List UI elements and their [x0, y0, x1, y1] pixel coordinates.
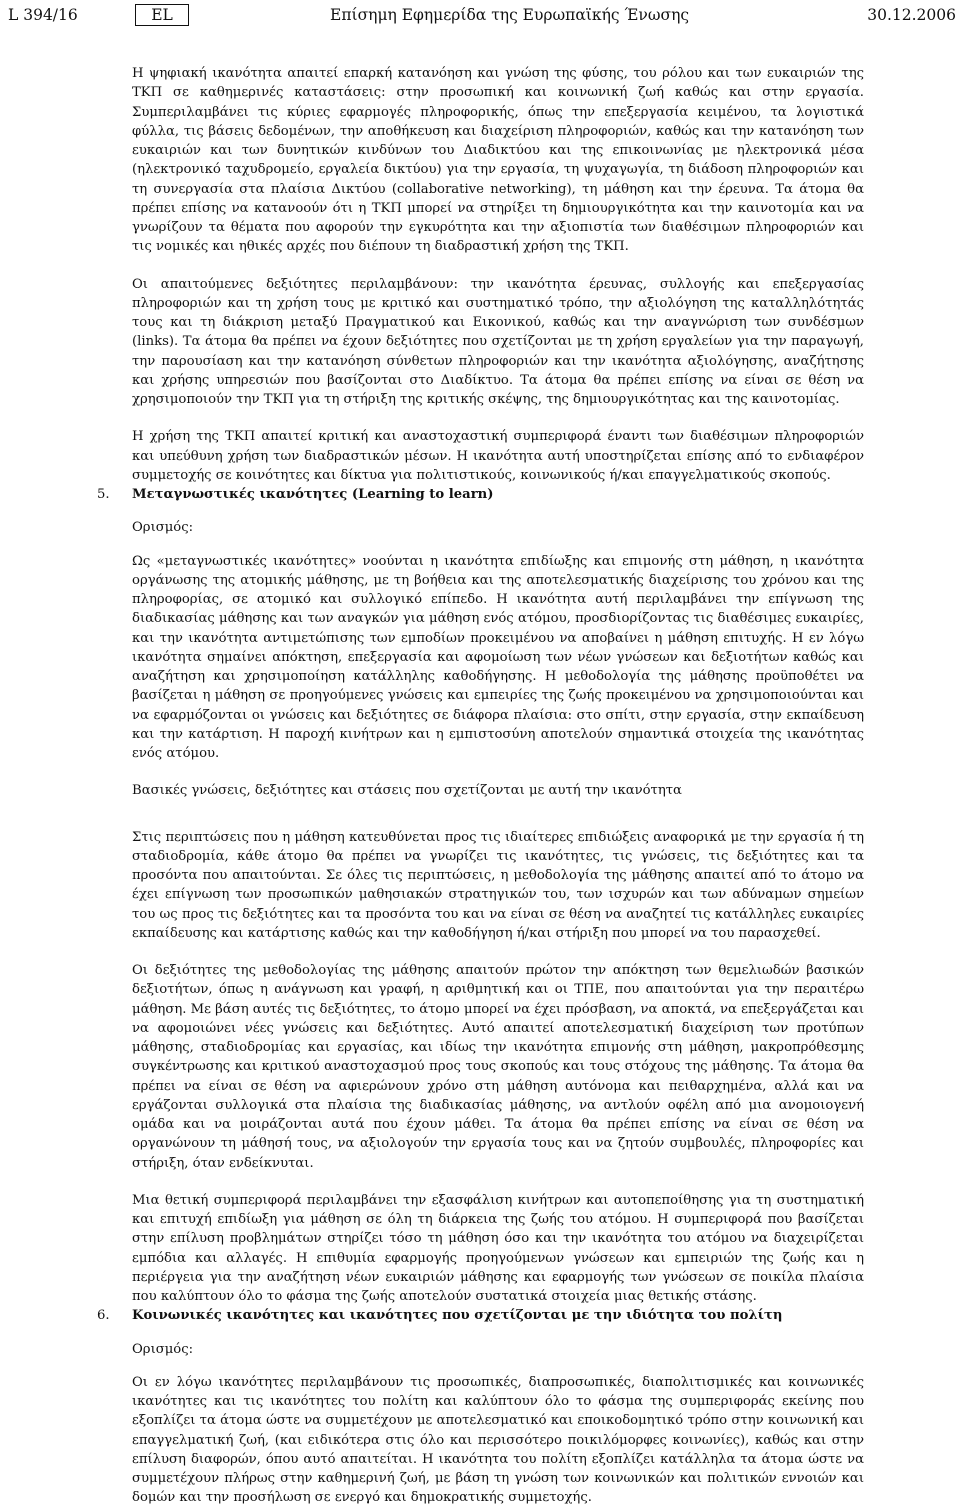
section-number: 6. — [97, 1308, 110, 1324]
publication-date: 30.12.2006 — [867, 6, 956, 24]
section-number: 5. — [97, 487, 110, 502]
document-body — [97, 64, 864, 1508]
section-title: Κοινωνικές ικανότητες και ικανότητες που σχετίζονται με την ιδιότητα του πολίτη — [132, 1308, 783, 1324]
definition-label: Ορισμός: — [132, 520, 194, 536]
paragraph-learning-goals: Στις περιπτώσεις που η μάθηση κατευθύνεται προς τις ιδιαίτερες επιδιώξεις αναφορικά με την εργασία ή τη σταδιοδρομία, κάθε άτομο θα πρέπει να γνωρίζει τις ικανότητες, τις γνώσεις, τις δεξιότητες και τα προσόντα που απαιτούνται. Σε όλες τις περιπτώσεις, η μεθοδολογία της μάθησης απαιτεί από το άτομο να έχει επίγνωση των προσωπικών μαθησιακών στρατηγικών του, των ισχυρών και των αδύναμων σημείων του ως προς τις δεξιότητες και τα προσόντα του και να είναι σε θέση να αναζητεί τις κατάλληλες ευκαιρίες εκπαίδευσης και κατάρτισης καθώς και την καθοδήγηση ή/και στήριξη που μπορεί να του παρασχεθεί. — [132, 829, 864, 941]
definition-text: Οι εν λόγω ικανότητες περιλαμβάνουν τις προσωπικές, διαπροσωπικές, διαπολιτισμικές και κοινωνικές ικανότητες και τις ικανότητες του πολίτη και καλύπτουν όλο το φάσμα της συμπεριφοράς εκείνης που εξοπλίζει τα άτομα ώστε να συμμετέχουν με αποτελεσματικό και εποικοδομητικό τρόπο στην κοινωνική και επαγγελματική ζωή, (και ειδικότερα στις όλο και περισσότερο ποικιλόμορφες κοινωνίες), καθώς και στην επίλυση διαφορών, όπου αυτό απαιτείται. Η ικανότητα του πολίτη εξοπλίζει κατάλληλα τα άτομα ώστε να συμμετέχουν πλήρως στην καθημερινή ζωή, με βάση τη γνώση των κοινωνικών και πολιτικών εννοιών και δομών και την προσήλωση σε ενεργό και δημοκρατικής συμμετοχής. — [132, 1374, 864, 1506]
definition-label: Ορισμός: — [132, 1341, 194, 1357]
section-5-heading — [97, 485, 864, 504]
paragraph-digital-competence: Η ψηφιακή ικανότητα απαιτεί επαρκή κατανόηση και γνώση της φύσης, του ρόλου και των ευκαιριών της ΤΚΠ σε καθημερινές καταστάσεις: στην προσωπική και κοινωνική ζωή καθώς και στην εργασία. Συμπεριλαμβάνει τις κύριες εφαρμογές πληροφορικής, όπως την επεξεργασία κειμένου, τα λογιστικά φύλλα, τις βάσεις δεδομένων, την αποθήκευση και διαχείριση πληροφοριών, καθώς και την κατανόηση των ευκαιριών και των δυνητικών κινδύνων του Διαδικτύου και της επικοινωνίας με ηλεκτρονικά μέσα (ηλεκτρονικό ταχυδρομείο, εργαλεία δικτύου) για την εργασία, τη ψυχαγωγία, τη διάδοση πληροφοριών και τη συνεργασία στα πλαίσια Δικτύου (collaborative networking), τη μάθηση και την έρευνα. Τα άτομα θα πρέπει επίσης να κατανοούν ότι η ΤΚΠ μπορεί να στηρίξει τη δημιουργικότητα και την καινοτομία και να γνωρίζουν τα θέματα που αφορούν την εγκυρότητα και την αξιοπιστία των διαθέσιμων πληροφοριών και τις νομικές και ηθικές αρχές που διέπουν τη διαδραστική χρήση της ΤΚΠ. — [132, 66, 864, 255]
page-reference: L 394/16 — [8, 6, 78, 24]
paragraph-required-skills: Οι απαιτούμενες δεξιότητες περιλαμβάνουν: την ικανότητα έρευνας, συλλογής και επεξεργασίας πληροφοριών και τη χρήση τους με κριτικό και συστηματικό τρόπο, την αξιολόγηση της καταλληλότητάς τους και τη διάκριση μεταξύ Πραγματικού και Εικονικού, καθώς και την αναγνώριση των συνδέσμων (links). Τα άτομα θα πρέπει να έχουν δεξιότητες που σχετίζονται με τη χρήση εργαλείων για την παραγωγή, την παρουσίαση και την κατανόηση σύνθετων πληροφοριών και την ικανότητα αξιολόγησης, αναζήτησης και χρήσης υπηρεσιών που βασίζονται στο Διαδίκτυο. Τα άτομα θα πρέπει επίσης να είναι σε θέση να χρησιμοποιούν την ΤΚΠ για τη στήριξη της κριτικής σκέψης, της δημιουργικότητας και της καινοτομίας. — [132, 276, 864, 407]
journal-title: Επίσημη Εφημερίδα της Ευρωπαϊκής Ένωσης — [330, 6, 690, 24]
section-6-heading — [97, 1306, 864, 1325]
paragraph-learning-skills: Οι δεξιότητες της μεθοδολογίας της μάθησης απαιτούν πρώτον την απόκτηση των θεμελιωδών βασικών δεξιοτήτων, όπως η ανάγνωση και γραφή, η αριθμητική και οι ΤΠΕ, που απαιτούνται για την περαιτέρω μάθηση. Με βάση αυτές τις δεξιότητες, το άτομο μπορεί να έχει πρόσβαση, να αποκτά, να επεξεργάζεται και να αφομοιώνει νέες γνώσεις και δεξιότητες. Αυτό απαιτεί αποτελεσματική διαχείριση των προτύπων μάθησης, σταδιοδρομίας και εργασίας, και ιδίως την ικανότητα επιμονής στη μάθηση, μακροπρόθεσμης συγκέντρωσης και κριτικού αναστοχασμού προς τους σκοπούς και τους στόχους της μάθησης. Τα άτομα θα πρέπει να είναι σε θέση να αφιερώνουν χρόνο στη μάθηση αυτόνομα και πειθαρχημένα, αλλά και να εργάζονται συλλογικά στα πλαίσια της διαδικασίας μάθησης, να αντλούν οφέλη από μια ανομοιογενή ομάδα και να μοιράζονται αυτά που έχουν μάθει. Τα άτομα θα πρέπει επίσης να είναι σε θέση να οργανώνουν τη μάθησή τους, να αξιολογούν την εργασία τους και να ζητούν συμβουλές, πληροφορίες και στήριξη, όταν ενδείκνυται. — [132, 963, 864, 1171]
paragraph-ict-use: Η χρήση της ΤΚΠ απαιτεί κριτική και αναστοχαστική συμπεριφορά έναντι των διαθέσιμων πληροφοριών και υπεύθυνη χρήση των διαδραστικών μέσων. Η ικανότητα αυτή υποστηρίζεται επίσης από το ενδιαφέρον συμμετοχής σε κοινότητες και δίκτυα για πολιτιστικούς, κοινωνικούς ή/και επαγγελματικούς σκοπούς. — [132, 429, 864, 483]
section-title: Μεταγνωστικές ικανότητες (Learning to learn) — [132, 487, 494, 502]
paragraph-positive-attitude: Μια θετική συμπεριφορά περιλαμβάνει την εξασφάλιση κινήτρων και αυτοπεποίθησης για τη συστηματική και επιτυχή επιδίωξη για μάθηση σε όλη τη διάρκεια της ζωής του ατόμου. Η συμπεριφορά που βασίζεται στην επίλυση προβλημάτων στηρίζει τόσο τη μάθηση όσο και την ικανότητα του ατόμου να διαχειρίζεται εμπόδια και αλλαγές. Η επιθυμία εφαρμογής προηγούμενων γνώσεων και εμπειριών της ζωής και η περιέργεια για την αναζήτηση νέων ευκαιριών μάθησης και εφαρμογής των γνώσεων σε ποικίλα πλαίσια που καλύπτουν όλο το φάσμα της ζωής αποτελούν συστατικά στοιχεία μιας θετικής στάσης. — [132, 1192, 864, 1304]
definition-text: Ως «μεταγνωστικές ικανότητες» νοούνται η ικανότητα επιδίωξης και επιμονής στη μάθηση, η ικανότητα οργάνωσης της ατομικής μάθησης, με τη βοήθεια και της αποτελεσματικής διαχείρισης του χρόνου και της πληροφορίας, σε ατομικό και συλλογικό επίπεδο. Η ικανότητα αυτή περιλαμβάνει την επίγνωση της διαδικασίας μάθησης και των αναγκών για μάθηση ενός ατόμου, προσδιορίζοντας τις διαθέσιμες ευκαιρίες, και την ικανότητα αντιμετώπισης των εμποδίων προκειμένου να αποβαίνει η μάθηση επιτυχής. Η εν λόγω ικανότητα σημαίνει απόκτηση, επεξεργασία και αφομοίωση των νέων γνώσεων και δεξιοτήτων καθώς και αναζήτηση και χρησιμοποίηση κατάλληλης καθοδήγησης. Η μεθοδολογία της μάθησης προϋποθέτει να βασίζεται η μάθηση σε προηγούμενες γνώσεις και εμπειρίες της ζωής προκειμένου να χρησιμοποιούνται και να εφαρμόζονται οι γνώσεις και δεξιότητες σε διάφορα πλαίσια: στο σπίτι, στην εργασία, στην εκπαίδευση και την κατάρτιση. Η παροχή κινήτρων και η εμπιστοσύνη αποτελούν σημαντικά στοιχεία της ικανότητας ενός ατόμου. — [132, 553, 864, 761]
language-badge: EL — [135, 4, 189, 26]
page-header — [8, 4, 956, 26]
subsection-label: Βασικές γνώσεις, δεξιότητες και στάσεις που σχετίζονται με αυτή την ικανότητα — [132, 783, 682, 799]
